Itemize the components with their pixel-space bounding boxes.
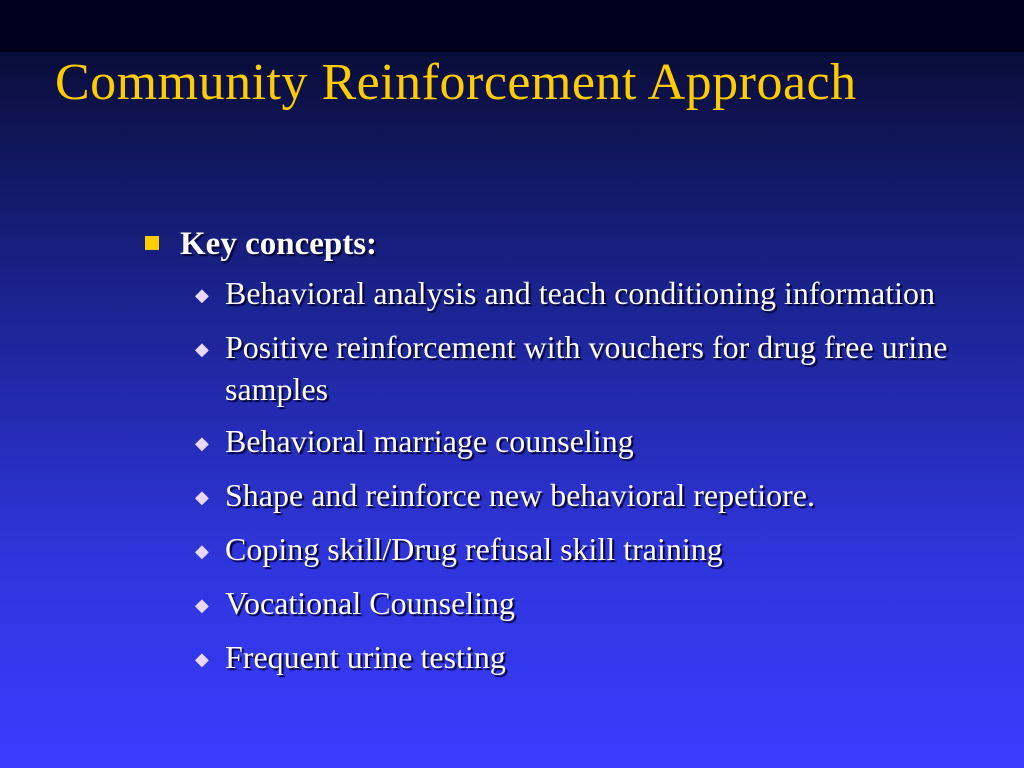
- list-item: [195, 272, 985, 316]
- list-item-text: Frequent urine testing: [225, 639, 506, 675]
- list-item: [195, 326, 985, 410]
- diamond-bullet-icon: ◆: [195, 285, 209, 305]
- diamond-bullet-icon: ◆: [195, 433, 209, 453]
- list-item: [195, 420, 985, 464]
- bullet-key-concepts: [145, 222, 985, 266]
- diamond-bullet-icon: ◆: [195, 541, 209, 561]
- diamond-bullet-icon: ◆: [195, 339, 209, 359]
- key-concepts-heading: Key concepts:: [180, 226, 378, 262]
- concept-list: [145, 272, 985, 680]
- list-item: [195, 528, 985, 572]
- diamond-bullet-icon: ◆: [195, 487, 209, 507]
- list-item-text: Vocational Counseling: [225, 585, 516, 621]
- list-item: [195, 582, 985, 626]
- list-item-text: Shape and reinforce new behavioral repetiore.: [225, 477, 815, 513]
- header-band: [0, 0, 1024, 52]
- slide-title: Community Reinforcement Approach: [55, 54, 857, 111]
- list-item: [195, 474, 985, 518]
- list-item: [195, 636, 985, 680]
- diamond-bullet-icon: ◆: [195, 595, 209, 615]
- list-item-text: Coping skill/Drug refusal skill training: [225, 531, 723, 567]
- list-item-text: Behavioral marriage counseling: [225, 423, 634, 459]
- slide-body: [145, 222, 985, 690]
- diamond-bullet-icon: ◆: [195, 649, 209, 669]
- list-item-text: Positive reinforcement with vouchers for drug free urine samples: [225, 329, 948, 407]
- list-item-text: Behavioral analysis and teach conditioning information: [225, 275, 936, 311]
- square-bullet-icon: [145, 236, 159, 250]
